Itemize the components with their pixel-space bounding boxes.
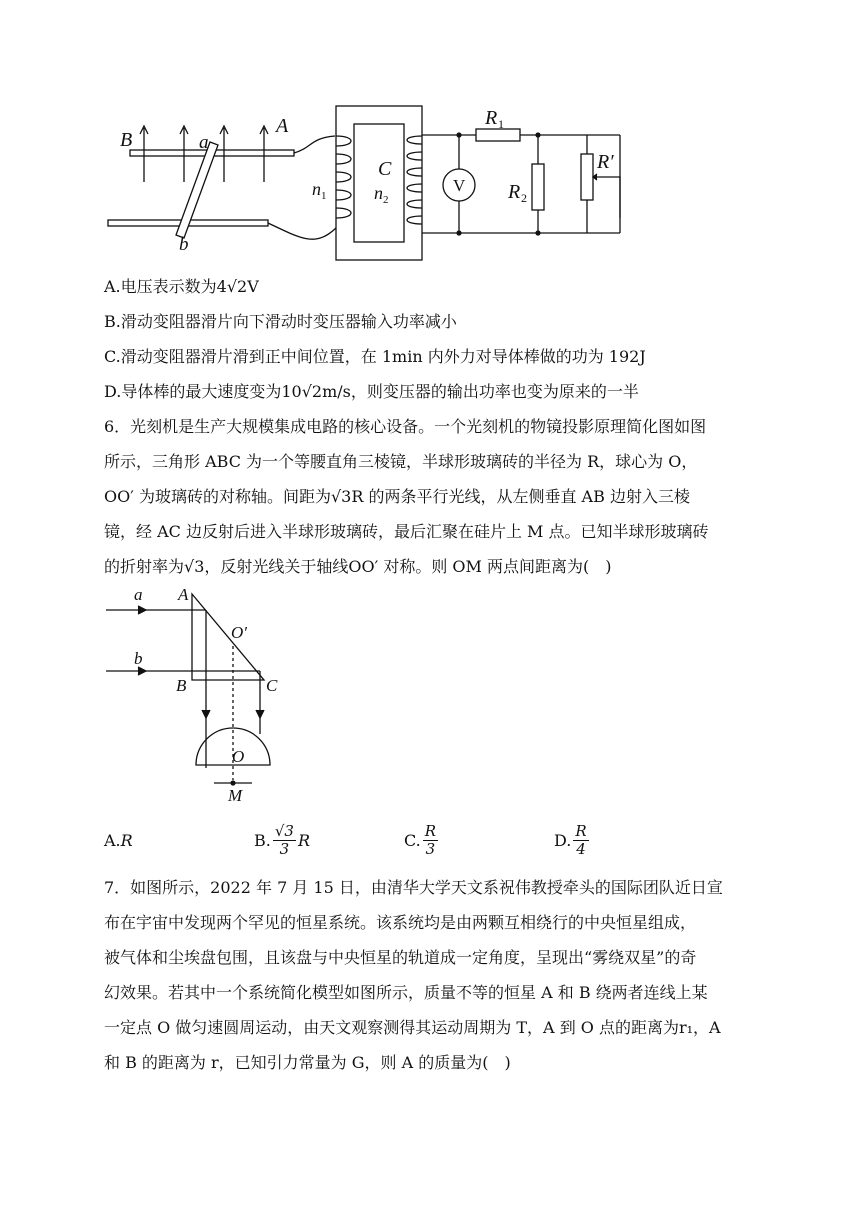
svg-text:1: 1 xyxy=(321,190,327,202)
svg-text:R: R xyxy=(485,107,498,129)
resistor-R2 xyxy=(532,164,544,210)
q6-option-c-fraction: $\frac{R}{3}$ xyxy=(424,821,437,858)
point-M xyxy=(230,780,235,785)
q6-option-b-fraction: $\frac{√3}{3}$ xyxy=(274,821,294,858)
svg-text:A: A xyxy=(276,115,289,137)
svg-text:A: A xyxy=(178,585,189,604)
secondary-coil xyxy=(407,136,422,224)
rheostat-Rp xyxy=(581,154,593,200)
q5-option-d: D.导体棒的最大速度变为10√2m/s，则变压器的输出功率也变为原来的一半 xyxy=(104,382,639,401)
svg-text:O′: O′ xyxy=(231,623,247,642)
q7-line-3: 被气体和尘埃盘包围，且该盘与中央恒星的轨道成一定角度，呈现出“雾绕双星”的奇 xyxy=(104,948,697,967)
q6-line-1: 6．光刻机是生产大规模集成电路的核心设备。一个光刻机的物镜投影原理简化图如图 xyxy=(104,417,707,436)
svg-text:C: C xyxy=(266,676,278,695)
q7-line-5: 一定点 O 做匀速圆周运动，由天文观察测得其运动周期为 T，A 到 O 点的距离为r₁，A xyxy=(104,1018,721,1037)
voltmeter-label: V xyxy=(453,176,466,195)
q6-option-d-fraction: $\frac{R}{4}$ xyxy=(575,821,587,858)
svg-text:B: B xyxy=(176,676,187,695)
q6-option-c: C. $\frac{R}{3}$ xyxy=(404,821,437,858)
q5-option-b: B.滑动变阻器滑片向下滑动时变压器输入功率减小 xyxy=(104,312,457,331)
q6-option-a: A. R xyxy=(104,830,133,850)
prism-lens-figure xyxy=(100,582,300,807)
q6-options xyxy=(104,820,764,870)
svg-text:2: 2 xyxy=(521,191,527,205)
q7-line-4: 幻效果。若其中一个系统简化模型如图所示，质量不等的恒星 A 和 B 绕两者连线上某 xyxy=(104,983,708,1002)
svg-text:C: C xyxy=(378,158,392,180)
svg-text:M: M xyxy=(228,786,243,805)
svg-text:b: b xyxy=(134,649,143,668)
transformer-circuit-figure xyxy=(100,98,640,268)
q7-line-6: 和 B 的距离为 r，已知引力常量为 G，则 A 的质量为( ) xyxy=(104,1053,511,1072)
svg-text:O: O xyxy=(232,747,245,766)
svg-text:R: R xyxy=(508,181,521,203)
svg-text:2: 2 xyxy=(383,194,389,206)
svg-text:a: a xyxy=(134,585,143,604)
q6-option-b: B. $\frac{√3}{3}$ R xyxy=(254,821,310,858)
svg-text:b: b xyxy=(179,234,189,255)
q6-option-d: D. $\frac{R}{4}$ xyxy=(554,821,587,858)
svg-text:a: a xyxy=(199,132,209,153)
q6-line-3: OO′ 为玻璃砖的对称轴。间距为√3R 的两条平行光线，从左侧垂直 AB 边射入三棱 xyxy=(104,487,690,506)
prism-ABC xyxy=(192,594,264,680)
svg-text:n: n xyxy=(312,179,321,199)
primary-coil xyxy=(336,136,351,218)
q5-option-a: A.电压表示数为4√2V xyxy=(104,277,259,296)
q6-line-2: 所示，三角形 ABC 为一个等腰直角三棱镜，半球形玻璃砖的半径为 R，球心为 O， xyxy=(104,452,698,471)
q6-line-4: 镜，经 AC 边反射后进入半球形玻璃砖，最后汇聚在硅片上 M 点。已知半球形玻璃砖 xyxy=(104,522,709,541)
q7-line-2: 布在宇宙中发现两个罕见的恒星系统。该系统均是由两颗互相绕行的中央恒星组成， xyxy=(104,913,697,932)
svg-text:n: n xyxy=(374,183,383,203)
svg-text:B: B xyxy=(120,129,133,151)
q7-line-1: 7．如图所示，2022 年 7 月 15 日，由清华大学天文系祝伟教授牵头的国际团队近日宣 xyxy=(104,878,723,897)
q6-line-5: 的折射率为√3，反射光线关于轴线OO′ 对称。则 OM 两点间距离为( ) xyxy=(104,557,612,576)
svg-text:1: 1 xyxy=(498,117,504,131)
svg-text:R′: R′ xyxy=(597,151,614,173)
q5-option-c: C.滑动变阻器滑片滑到正中间位置，在 1min 内外力对导体棒做的功为 192J xyxy=(104,347,646,366)
